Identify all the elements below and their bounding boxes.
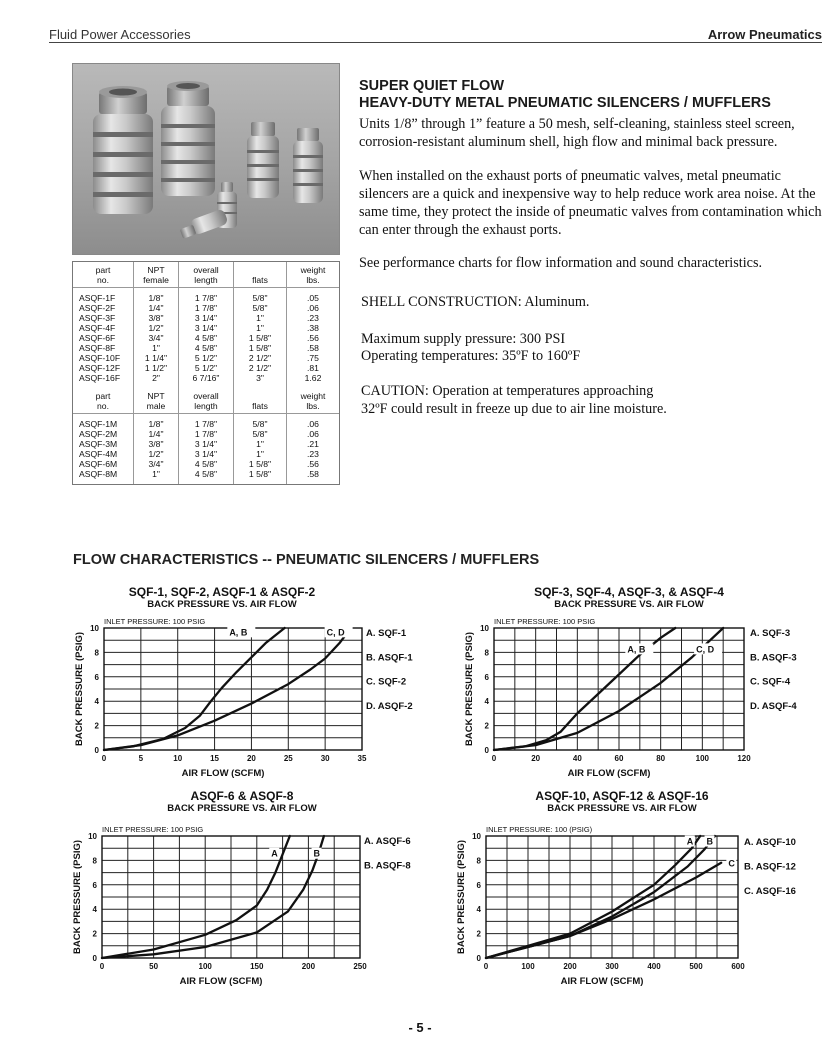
table-row <box>73 343 339 353</box>
legend-entry: D. ASQF-4 <box>750 701 797 713</box>
product-title <box>359 78 771 112</box>
chart-title: ASQF-10, ASQF-12 & ASQF-16 <box>535 789 709 803</box>
table-row <box>73 333 339 343</box>
flow-section-title: FLOW CHARACTERISTICS -- PNEUMATIC SILENCERS / MUFFLERS <box>73 552 540 568</box>
y-tick-label: 2 <box>476 929 481 939</box>
table-cell: ASQF-6M <box>73 459 134 469</box>
operating-temps: Operating temperatures: 35ºF to 160ºF <box>361 348 581 364</box>
col-weight: weight lbs. <box>287 262 340 288</box>
female-rows <box>73 288 339 389</box>
table-cell: 3" <box>234 373 287 383</box>
y-tick-label: 0 <box>476 954 481 963</box>
series-annotation: B <box>706 836 713 847</box>
mufflers-illustration <box>73 64 340 255</box>
table-cell: 1/8" <box>134 293 179 303</box>
x-tick-label: 200 <box>563 962 577 971</box>
table-row <box>73 303 339 313</box>
table-cell: ASQF-2F <box>73 303 134 313</box>
table-row <box>73 419 339 429</box>
series-annotation: A, B <box>229 627 248 638</box>
table-cell: 2" <box>134 373 179 383</box>
x-tick-label: 250 <box>353 962 367 971</box>
product-photo <box>72 63 340 255</box>
legend-entry: C. SQF-4 <box>750 676 791 688</box>
y-tick-label: 6 <box>476 880 481 890</box>
col-part: part no. <box>73 388 134 414</box>
x-tick-label: 15 <box>210 754 220 763</box>
table-cell: .56 <box>307 459 319 469</box>
x-tick-label: 80 <box>656 754 666 763</box>
col-length: overall length <box>179 262 234 288</box>
table-cell: 4 5/8" <box>179 333 234 343</box>
table-cell: 3 1/4" <box>179 439 234 449</box>
table-cell: 3/4" <box>134 459 179 469</box>
chart-sqf1-sqf2 <box>62 582 432 782</box>
chart-asqf10-asqf16 <box>446 786 826 996</box>
table-cell: 1" <box>234 313 287 323</box>
table-cell: .06 <box>307 429 319 439</box>
muffler-large-2 <box>161 81 215 196</box>
chart-subtitle: BACK PRESSURE VS. AIR FLOW <box>554 599 704 610</box>
y-tick-label: 4 <box>476 905 481 915</box>
y-tick-label: 8 <box>92 856 97 866</box>
x-tick-label: 50 <box>149 962 159 971</box>
col-npt: NPT male <box>134 388 179 414</box>
muffler-medium-2 <box>293 128 323 203</box>
table-cell: ASQF-4M <box>73 449 134 459</box>
x-axis-label: AIR FLOW (SCFM) <box>567 768 651 779</box>
table-cell: 1/4" <box>134 303 179 313</box>
series-annotation: A <box>271 848 278 859</box>
table-cell: ASQF-8F <box>73 343 134 353</box>
x-tick-label: 100 <box>198 962 212 971</box>
y-tick-label: 4 <box>94 697 99 707</box>
table-cell: 5/8" <box>234 293 287 303</box>
table-cell: .38 <box>307 323 319 333</box>
title-line-2: HEAVY-DUTY METAL PNEUMATIC SILENCERS / MUFFLERS <box>359 95 771 111</box>
table-cell: ASQF-6F <box>73 333 134 343</box>
table-cell: 5/8" <box>234 419 287 429</box>
usage-paragraph: When installed on the exhaust ports of pneumatic valves, metal pneumatic silencers are a quick and inexpensive way to help reduce work area noise. At the same time, they protect the inside of pneumatic valves from contamination which can enter through the exhaust ports. <box>359 168 822 238</box>
chart-sqf3-sqf4 <box>446 582 826 782</box>
chart-title: SQF-1, SQF-2, ASQF-1 & ASQF-2 <box>128 585 316 599</box>
legend-entry: A. SQF-1 <box>366 627 407 639</box>
table-cell: 2 1/2" <box>234 363 287 373</box>
legend-entry: B. ASQF-1 <box>366 652 413 664</box>
intro-paragraph: Units 1/8” through 1” feature a 50 mesh, self-cleaning, stainless steel screen, corrosion-resistant aluminum shell, high flow and minimal back pressure. <box>359 116 795 150</box>
max-pressure: Maximum supply pressure: 300 PSI <box>361 331 566 347</box>
table-row <box>73 363 339 373</box>
x-tick-label: 25 <box>283 754 293 763</box>
legend-entry: B. ASQF-12 <box>744 861 796 873</box>
page-number: - 5 - <box>408 1020 432 1035</box>
x-tick-label: 0 <box>99 962 105 971</box>
series-annotation: C, D <box>326 627 345 638</box>
muffler-medium-1 <box>247 122 279 198</box>
series-annotation: A, B <box>627 644 646 655</box>
muffler-large-1 <box>93 86 153 214</box>
table-cell: .81 <box>307 363 319 373</box>
x-tick-label: 0 <box>101 754 107 763</box>
title-line-1: SUPER QUIET FLOW <box>359 78 504 94</box>
x-tick-label: 20 <box>531 754 541 763</box>
table-cell: 1 7/8" <box>179 293 234 303</box>
chart-subtitle: BACK PRESSURE VS. AIR FLOW <box>147 599 297 610</box>
y-tick-label: 0 <box>92 954 97 963</box>
x-tick-label: 200 <box>301 962 316 971</box>
table-cell: .75 <box>307 353 319 363</box>
male-rows <box>73 414 339 485</box>
y-tick-label: 2 <box>484 721 489 731</box>
x-tick-label: 5 <box>138 754 144 763</box>
table-cell: 1" <box>234 323 287 333</box>
table-cell: 2 1/2" <box>234 353 287 363</box>
legend-entry: A. SQF-3 <box>750 627 791 639</box>
table-cell: 4 5/8" <box>179 469 234 479</box>
y-tick-label: 0 <box>484 746 489 755</box>
table-cell: 1" <box>134 343 179 353</box>
header-brand: Arrow Pneumatics <box>707 27 822 42</box>
col-weight: weight lbs. <box>287 388 340 414</box>
table-row <box>73 469 339 479</box>
table-cell: 5/8" <box>234 303 287 313</box>
table-cell: ASQF-3M <box>73 439 134 449</box>
y-tick-label: 6 <box>484 672 489 682</box>
y-tick-label: 10 <box>472 832 481 841</box>
chart-title: ASQF-6 & ASQF-8 <box>190 789 294 803</box>
table-cell: 1" <box>134 469 179 479</box>
table-cell: 1 7/8" <box>179 419 234 429</box>
chart-subtitle: BACK PRESSURE VS. AIR FLOW <box>167 803 317 814</box>
table-cell: 1 5/8" <box>234 343 287 353</box>
legend-entry: A. ASQF-6 <box>364 835 411 847</box>
y-tick-label: 10 <box>90 624 99 633</box>
table-cell: 3 1/4" <box>179 323 234 333</box>
table-cell: .05 <box>307 293 319 303</box>
x-tick-label: 20 <box>246 754 256 763</box>
y-tick-label: 4 <box>92 905 97 915</box>
chart-title: SQF-3, SQF-4, ASQF-3, & ASQF-4 <box>534 585 724 599</box>
x-tick-label: 0 <box>491 754 497 763</box>
y-tick-label: 10 <box>88 832 97 841</box>
table-row <box>73 313 339 323</box>
chart-subtitle: BACK PRESSURE VS. AIR FLOW <box>547 803 697 814</box>
table-row <box>73 439 339 449</box>
inlet-pressure-note: INLET PRESSURE: 100 PSIG <box>494 617 596 626</box>
inlet-pressure-note: INLET PRESSURE: 100 PSIG <box>102 825 204 834</box>
table-cell: 1/2" <box>134 323 179 333</box>
table-cell: .58 <box>307 343 319 353</box>
table-cell: 3/8" <box>134 439 179 449</box>
y-tick-label: 4 <box>484 697 489 707</box>
table-cell: 1 1/2" <box>134 363 179 373</box>
table-cell: ASQF-10F <box>73 353 134 363</box>
table-cell: .06 <box>307 303 319 313</box>
table-cell: .21 <box>307 439 319 449</box>
table-cell: 1 1/4" <box>134 353 179 363</box>
table-cell: ASQF-1F <box>73 293 134 303</box>
x-tick-label: 600 <box>731 962 745 971</box>
table-cell: 1/4" <box>134 429 179 439</box>
y-axis-label: BACK PRESSURE (PSIG) <box>456 839 467 955</box>
table-row <box>73 459 339 469</box>
header-section-label: Fluid Power Accessories <box>49 27 191 42</box>
y-tick-label: 6 <box>92 880 97 890</box>
series-annotation: A <box>686 836 694 847</box>
x-tick-label: 100 <box>695 754 710 763</box>
male-header-row <box>73 388 339 414</box>
table-cell: ASQF-2M <box>73 429 134 439</box>
header-rule <box>49 42 822 43</box>
y-tick-label: 6 <box>94 672 99 682</box>
table-cell: 1" <box>234 439 287 449</box>
table-cell: 1/2" <box>134 449 179 459</box>
x-axis-label: AIR FLOW (SCFM) <box>181 768 265 779</box>
caution-line-2: 32ºF could result in freeze up due to air line moisture. <box>361 401 667 417</box>
inlet-pressure-note: INLET PRESSURE: 100 (PSIG) <box>486 825 593 834</box>
table-row <box>73 293 339 303</box>
table-cell: 1" <box>234 449 287 459</box>
legend-entry: B. ASQF-8 <box>364 860 411 872</box>
table-cell: ASQF-4F <box>73 323 134 333</box>
x-tick-label: 300 <box>605 962 619 971</box>
table-cell: ASQF-12F <box>73 363 134 373</box>
x-tick-label: 35 <box>357 754 367 763</box>
table-cell: 1 5/8" <box>234 469 287 479</box>
table-cell: .58 <box>307 469 319 479</box>
series-annotation: C, D <box>696 644 715 655</box>
table-cell: 6 7/16" <box>179 373 234 383</box>
x-tick-label: 30 <box>320 754 330 763</box>
charts-note: See performance charts for flow information and sound characteristics. <box>359 255 763 271</box>
table-cell: 1 5/8" <box>234 459 287 469</box>
x-tick-label: 100 <box>521 962 535 971</box>
spec-table <box>72 261 340 485</box>
table-cell: 5 1/2" <box>179 363 234 373</box>
y-tick-label: 8 <box>476 856 481 866</box>
table-cell: ASQF-16F <box>73 373 134 383</box>
table-cell: 5/8" <box>234 429 287 439</box>
table-cell: 4 5/8" <box>179 459 234 469</box>
table-cell: ASQF-1M <box>73 419 134 429</box>
table-cell: 1/8" <box>134 419 179 429</box>
x-tick-label: 120 <box>737 754 751 763</box>
shell-construction: SHELL CONSTRUCTION: Aluminum. <box>361 294 590 310</box>
legend-entry: A. ASQF-10 <box>744 837 796 849</box>
col-part: part no. <box>73 262 134 288</box>
table-cell: 1 7/8" <box>179 303 234 313</box>
table-row <box>73 429 339 439</box>
table-cell: 3/4" <box>134 333 179 343</box>
series-annotation: C <box>728 858 735 869</box>
table-cell: 5 1/2" <box>179 353 234 363</box>
table-cell: 3 1/4" <box>179 449 234 459</box>
x-tick-label: 40 <box>572 754 582 763</box>
x-tick-label: 150 <box>250 962 264 971</box>
caution-line-1: CAUTION: Operation at temperatures approaching <box>361 383 654 399</box>
y-tick-label: 8 <box>94 648 99 658</box>
table-row <box>73 373 339 383</box>
table-cell: 1.62 <box>304 373 322 383</box>
y-tick-label: 2 <box>94 721 99 731</box>
x-tick-label: 10 <box>173 754 183 763</box>
series-line <box>486 863 721 958</box>
legend-entry: C. ASQF-16 <box>744 885 796 897</box>
y-tick-label: 2 <box>92 929 97 939</box>
y-axis-label: BACK PRESSURE (PSIG) <box>464 631 475 747</box>
x-tick-label: 60 <box>614 754 624 763</box>
table-row <box>73 323 339 333</box>
table-cell: .06 <box>307 419 319 429</box>
table-cell: .23 <box>307 449 319 459</box>
y-tick-label: 8 <box>484 648 489 658</box>
series-annotation: B <box>313 848 321 859</box>
y-tick-label: 0 <box>94 746 99 755</box>
table-cell: ASQF-3F <box>73 313 134 323</box>
col-flats: flats <box>234 262 287 288</box>
table-cell: 3 1/4" <box>179 313 234 323</box>
female-header-row <box>73 262 339 288</box>
table-cell: 3/8" <box>134 313 179 323</box>
col-npt: NPT female <box>134 262 179 288</box>
x-axis-label: AIR FLOW (SCFM) <box>560 976 644 987</box>
legend-entry: B. ASQF-3 <box>750 652 797 664</box>
x-tick-label: 0 <box>483 962 489 971</box>
table-cell: .23 <box>307 313 319 323</box>
x-tick-label: 500 <box>689 962 703 971</box>
y-axis-label: BACK PRESSURE (PSIG) <box>74 631 85 747</box>
table-cell: 1 5/8" <box>234 333 287 343</box>
legend-entry: D. ASQF-2 <box>366 701 413 713</box>
table-cell: .56 <box>307 333 319 343</box>
table-cell: 1 7/8" <box>179 429 234 439</box>
table-cell: 4 5/8" <box>179 343 234 353</box>
col-length: overall length <box>179 388 234 414</box>
table-row <box>73 353 339 363</box>
table-row <box>73 449 339 459</box>
chart-asqf6-asqf8 <box>62 786 432 996</box>
x-tick-label: 400 <box>647 962 661 971</box>
inlet-pressure-note: INLET PRESSURE: 100 PSIG <box>104 617 206 626</box>
table-cell: ASQF-8M <box>73 469 134 479</box>
y-axis-label: BACK PRESSURE (PSIG) <box>72 839 83 955</box>
muffler-small-2 <box>180 208 229 239</box>
y-tick-label: 10 <box>480 624 489 633</box>
x-axis-label: AIR FLOW (SCFM) <box>179 976 263 987</box>
legend-entry: C. SQF-2 <box>366 676 407 688</box>
col-flats: flats <box>234 388 287 414</box>
